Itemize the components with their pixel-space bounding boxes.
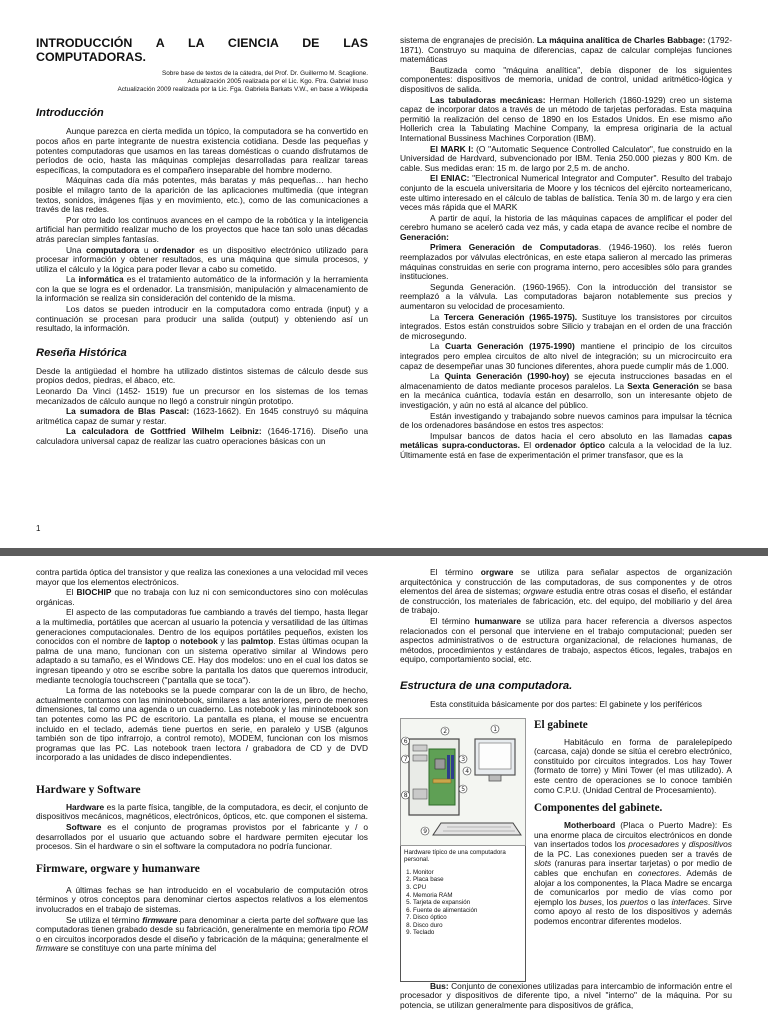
paragraph: Bautizada como "máquina analítica", debía disponer de los siguientes componentes: dispositivos de memoria, unidad de control, unidad aritmético-lógica y dispositivos de salida. xyxy=(400,64,732,94)
page2-column-right xyxy=(400,568,732,1024)
svg-text:9: 9 xyxy=(423,827,428,835)
credit-line: Actualización 2005 realizada por el Lic. Kgo. Ftra. Gabriel Inuso xyxy=(187,77,368,85)
paragraph: Los datos se pueden introducir en la computadora como entrada (input) y a continuación se procesan para producir una salida (output) y obteniendo así un resultado, la información. xyxy=(36,304,368,334)
paragraph: Hardware es la parte física, tangible, de la computadora, es decir, el conjunto de dispositivos mecánicos, magnéticos, electrónicos, ópticos, etc. que componen el sistema. xyxy=(36,801,368,822)
paragraph: Software es el conjunto de programas provistos por el fabricante y / o desarrollados por el usuario que actuando sobre el hardware permiten ejecutar los procesos. Sin el hardware o sin el software la computadora no podría funcionar. xyxy=(36,822,368,852)
paragraph: Esta constituida básicamente por dos partes: El gabinete y los periféricos xyxy=(430,698,702,709)
paragraph: Segunda Generación. (1960-1965). Con la introducción del transistor se reemplazó a la válvula. Las computadoras bajaron notablemente sus precios y aumentaron su velocidad de procesamiento. xyxy=(400,281,732,312)
paragraph: Aunque parezca en cierta medida un tópico, la computadora se ha convertido en pocos años en parte integrante de nuestra existencia cotidiana. Desde las pequeñas y potentes computadoras que usamos en las tareas domésticas o cuando disfrutamos de períodos de ocio, hasta las máquinas complejas desarrolladas para realizar tareas específicas, la computadora es el compañero inseparable del hombre moderno. xyxy=(36,126,368,175)
section-heading-gabinete: El gabinete xyxy=(534,718,588,731)
list-item: 6. Fuente de alimentación xyxy=(413,907,522,915)
paragraph: El BIOCHIP que no trabaja con luz ni con semiconductores sino con moléculas orgánicas. xyxy=(36,587,368,607)
figure-hardware xyxy=(400,718,526,982)
document-page-2 xyxy=(0,556,768,1024)
list-item: 5. Tarjeta de expansión xyxy=(413,899,522,907)
figure-caption xyxy=(400,846,526,982)
list-item: 3. CPU xyxy=(413,884,522,892)
paragraph: contra partida óptica del transistor y que realiza las conexiones a una velocidad mil veces mayor que los elementos electrónicos. xyxy=(36,568,368,587)
document-title: INTRODUCCIÓN A LA CIENCIA DE LAS COMPUTADORAS. xyxy=(36,36,368,64)
list-item: 1. Monitor xyxy=(413,869,522,877)
svg-text:2: 2 xyxy=(443,727,448,735)
section-heading-componentes: Componentes del gabinete. xyxy=(534,802,663,815)
paragraph: Por otro lado los continuos avances en el campo de la robótica y la inteligencia artificial han permitido realizar mucho de los proyectos que hace tan solo unas décadas atrás parecían simples fantasías. xyxy=(36,214,368,244)
figure-legend-list xyxy=(404,869,522,937)
credits xyxy=(36,70,368,93)
paragraph: El MARK I: (O "Automatic Sequence Controlled Calculator", fue construido en la Universidad de Hardvard, subvencionado por IBM. Tenia 250.000 piezas y 800 Km. de cable. Sus medidas eran: 15 m. de largo por 2,5 m. de ancho. xyxy=(400,143,732,173)
gabinete-text xyxy=(534,718,732,982)
svg-text:8: 8 xyxy=(403,791,408,799)
paragraph: A partir de aquí, la historia de las máquinas capaces de amplificar el poder del cerebro humano se aceleró cada vez más, y cada etapa de avance recibe el nombre de Generación: xyxy=(400,212,732,242)
paragraph: Primera Generación de Computadoras. (1946-1960). los relés fueron reemplazados por válvulas electrónicas, en este etapa salieron al mercado las primeras máquinas construidas en serie con programa interno, pero accesibles sólo para grandes instituciones. xyxy=(400,242,732,282)
paragraph: Leonardo Da Vinci (1452- 1519) fue un precursor en los sistemas de los temas mecanizados de cálculo aunque no llegó a construir ningún prototipo. xyxy=(36,386,368,406)
pc-hardware-illustration xyxy=(400,718,526,846)
svg-text:7: 7 xyxy=(403,755,408,763)
paragraph: Impulsar bancos de datos hacia el cero absoluto en las llamadas capas metálicas supra-conductoras. El ordenador óptico calcula a la velocidad de la luz. Últimamente está en fase de experimentación el primer transfasor, que es la xyxy=(400,430,732,460)
credit-line: Actualización 2009 realizada por la Lic. Fga. Gabriela Barkats V.W., en base a Wikipedia xyxy=(117,85,368,93)
paragraph: La calculadora de Gottfried Wilhelm Leibniz: (1646-1716). Diseño una calculadora universal capaz de realizar las cuatro operaciones básicas con un xyxy=(36,426,368,447)
section-heading-hardware-software: Hardware y Software xyxy=(36,783,141,796)
paragraph: Están investigando y trabajando sobre nuevos caminos para impulsar la técnica de los ordenadores basándose en estos tres aspectos: xyxy=(400,410,732,431)
paragraph: La informática es el tratamiento automático de la información y la herramienta con la que se logra es el ordenador. La transmisión, manipulación y almacenamiento de la información se realiza sin consideración del contenido de la misma. xyxy=(36,274,368,304)
page2-column-left xyxy=(36,568,368,1024)
paragraph: La forma de las notebooks se la puede comparar con la de un libro, de hecho, actualmente contamos con las mininotebook, similares a las anteriores, pero de menores dimensiones, tal como una agenda o un cuaderno. Las notebook y las mininotebook son tan potentes como las PC de escritorio. La pantalla es plana, el mouse se encuentra incluido en el teclado, además tiene puertos en serie, en paralelo y USB (algunos también son de tipo infrarrojo, a control remoto), MODEM, funcionan con los mismos programas que las PC. Las notebook traen lectora / grabadora de CD y de DVD incorporado a las unidades de disco independientes. xyxy=(36,685,368,763)
page1-column-left xyxy=(36,36,368,516)
svg-text:6: 6 xyxy=(403,737,408,745)
list-item: 9. Teclado xyxy=(413,929,522,937)
figure-caption-title: Hardware típico de una computadora personal. xyxy=(404,848,506,864)
section-heading-introduccion: Introducción xyxy=(36,107,104,120)
paragraph: El ENIAC: "Electronical Numerical Integrator and Computer". Resulto del trabajo conjunto de la escuela universitaria de Moore y los técnicos del ejército norteamericano, este ultimo interesado en el cálculo de tablas de balística. Tenía 30 m. de largo y era cien veces más rápida que el MARK xyxy=(400,173,732,213)
page-number: 1 xyxy=(36,524,41,533)
list-item: 8. Disco duro xyxy=(413,922,522,930)
paragraph: sistema de engranajes de precisión. La máquina analítica de Charles Babbage: (1792-1871). Construyo su maquina de diferencias, capaz de calcular complejas funciones matemáticas xyxy=(400,36,732,65)
section-heading-firmware: Firmware, orgware y humanware xyxy=(36,862,200,875)
paragraph: Desde la antigüedad el hombre ha utilizado distintos sistemas de cálculo desde sus propios dedos, piedras, el ábaco, etc. xyxy=(36,365,368,386)
page1-column-right xyxy=(400,36,732,516)
list-item: 2. Placa base xyxy=(413,876,522,884)
paragraph: La Tercera Generación (1965-1975). Sustituye los transistores por circuitos integrados. Estos están construidos sobre Silicio y trabajan en el orden de una fracción de microsegundo. xyxy=(400,311,732,341)
svg-text:1: 1 xyxy=(493,725,498,733)
list-item: 4. Memoria RAM xyxy=(413,892,522,900)
section-heading-estructura: Estructura de una computadora. xyxy=(400,679,573,692)
paragraph: La Cuarta Generación (1975-1990) mantiene el principio de los circuitos integrados pero emplea circuitos de alto nivel de integración; su un microcircuito era capaz de desempeñar unas 30 funciones diferentes, ahora puede cumplir más de 1.000. xyxy=(400,341,732,371)
paragraph: Una computadora u ordenador es un dispositivo electrónico utilizado para procesar información y obtener resultados, es una máquina que simula procesos, y utiliza el cálculo y la lógica para poder llevar a cabo su cometido. xyxy=(36,244,368,274)
paragraph: El término humanware se utiliza para hacer referencia a diversos aspectos relacionados con el personal que interviene en el trabajo computacional; pueden ser aspectos administrativos o de estructura organizacional, de relaciones humanas, de métodos, procedimientos y estándares de trabajo, aspectos éticos, legales, trabajos en equipo, comportamiento social, etc. xyxy=(400,615,732,665)
computer-illustration-icon xyxy=(401,719,525,845)
svg-text:3: 3 xyxy=(461,755,466,763)
svg-text:4: 4 xyxy=(465,767,470,775)
paragraph: Máquinas cada día más potentes, más baratas y más pequeñas… han hecho posible el milagro tanto de la aparición de las aplicaciones multimedia (que integran textos, sonidos, imágenes fijas y en movimiento, etc.), como de las comunicaciones a través de las redes. xyxy=(36,175,368,215)
list-item: 7. Disco óptico xyxy=(413,914,522,922)
section-heading-resena-historica: Reseña Histórica xyxy=(36,346,127,359)
paragraph: Motherboard (Placa o Puerto Madre): Es una enorme placa de circuitos electrónicos en donde van insertados todos los procesadores y dispositivos de la PC. Las conexiones pueden ser a través de slots (ranuras para insertar tarjetas) o por medio de cables que enchufan en conectores. Además de alojar a los componentes, la Placa Madre se encarga de comunicarlos por medio de vías como por ejemplo los buses, los puertos o las interfaces. Sirve como apoyo al resto de los dispositivos y además podemos encontrar diferentes modelos. xyxy=(534,820,732,927)
paragraph: Se utiliza el término firmware para denominar a cierta parte del software que las computadoras tienen grabado desde su fabricación, generalmente en memoria tipo ROM o en circuitos incorporados desde el diseño y fabricación de la máquina; generalmente el firmware se constituye con una parte mínima del xyxy=(36,914,368,954)
paragraph: Las tabuladoras mecánicas: Herman Hollerich (1860-1929) creo un sistema capaz de incorporar datos a través de un método de tarjetas perforadas. Esta maquina permitió la realización del censo de 1890 en los Estados Unidos. En ese mismo año Hollerich crea la Tabulating Machine Company, la empresa originaria de la actual International Bussiness Machines Corporation (IBM). xyxy=(400,94,732,143)
figure-and-text xyxy=(400,718,732,982)
svg-text:5: 5 xyxy=(461,785,466,793)
credit-line: Sobre base de textos de la cátedra, del Prof. Dr. Guillermo M. Scaglione. xyxy=(161,70,368,77)
paragraph: Habitáculo en forma de paralelepípedo (carcasa, caja) donde se sitúa el cerebro electrónico, constituido por circuitos integrados. Los hay Tower (formato de torre) y Mini Tower (el mas utilizado). A este centro de operaciones se lo conoce también como C.P.U. (Unidad Central de Procesamiento). xyxy=(534,736,732,795)
paragraph: El término orgware se utiliza para señalar aspectos de organización arquitectónica y construcción de las computadoras, de sus componentes y de otros elementos del área de sistemas; orgware estudia entre otras cosas el diseño, el estándar de construcción, los materiales de fabricación, etc. del equipo, del mobiliario y del área de trabajo. xyxy=(400,568,732,616)
paragraph: Bus: Conjunto de conexiones utilizadas para intercambio de información entre el procesador y dispositivos de diferente tipo, a nivel "interno" de la máquina. Por su potencia, se utilizan generalmente para dispositivos de gráfica, xyxy=(400,980,732,1010)
paragraph: La sumadora de Blas Pascal: (1623-1662). En 1645 construyó su máquina aritmética capaz de sumar y restar. xyxy=(36,406,368,426)
paragraph: El aspecto de las computadoras fue cambiando a través del tiempo, hasta llegar a la multimedia, portátiles que acercan al usuario la potencia y versatilidad de las últimas generaciones computacionales. Dentro de los equipos portátiles pequeños, existen los conocidos con el nombre de laptop o notebook y las palmtop. Estas últimas ocupan la palma de una mano, funcionan con un sistema operativo similar al Windows pero adaptado a su tamaño, es el Windows CE. Hay dos modelos: uno en el cual los datos se ingresan tipeando y otro se escribe sobre la pantalla los datos que queremos introducir, mediante tecnología touchscreen ("pantalla que se toca"). xyxy=(36,607,368,685)
paragraph: A últimas fechas se han introducido en el vocabulario de computación otros términos y otros conceptos para denominar ciertos aspectos relativos a los elementos involucrados en el trabajo de sistemas. xyxy=(36,884,368,915)
paragraph: La Quinta Generación (1990-hoy) se ejecuta instrucciones basadas en el almacenamiento de datos mediante procesos paralelos. La Sexta Generación se basa en la mecánica cuántica, todavía están en desarrollo, son un interesante objeto de investigación, y aún no está al alcance del público. xyxy=(400,371,732,410)
